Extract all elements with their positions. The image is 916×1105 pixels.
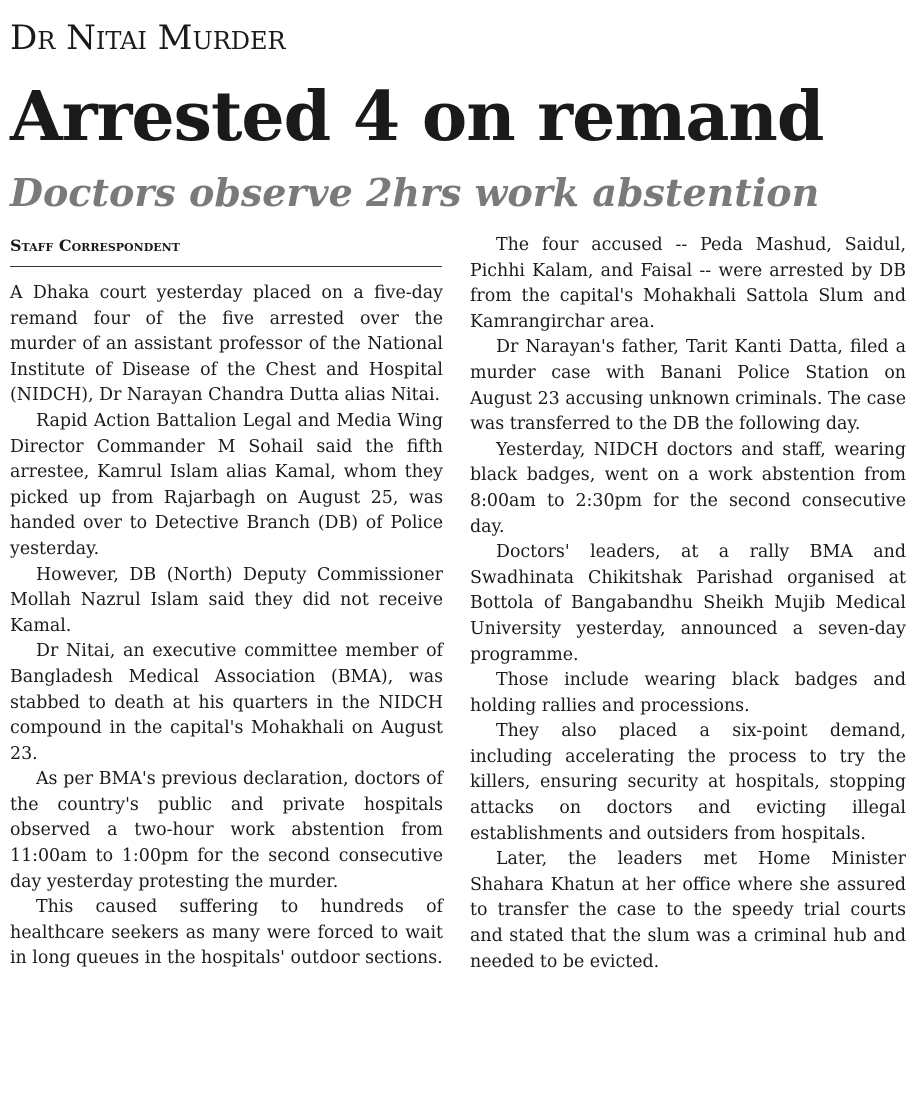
paragraph: Doctors' leaders, at a rally BMA and Swadhinata Chikitshak Parishad organised at Bottola of Bangabandhu Sheikh Mujib Medical University yesterday, announced a seven-day programme.	[470, 542, 906, 665]
paragraph: However, DB (North) Deputy Commissioner Mollah Nazrul Islam said they did not receive Kamal.	[10, 564, 443, 636]
paragraph: Dr Narayan's father, Tarit Kanti Datta, filed a murder case with Banani Police Station on August 23 accusing unknown criminals. The case was transferred to the DB the following day.	[470, 337, 906, 435]
paragraph: Dr Nitai, an executive committee member of Bangladesh Medical Association (BMA), was stabbed to death at his quarters in the NIDCH compound in the capital's Mohakhali on August 23.	[10, 641, 443, 764]
paragraph: Rapid Action Battalion Legal and Media Wing Director Commander M Sohail said the fifth arrestee, Kamrul Islam alias Kamal, whom they picked up from Rajarbagh on August 25, was handed over to Detective Branch (DB) of Police yesterday.	[10, 410, 443, 559]
paragraph: Later, the leaders met Home Minister Shahara Khatun at her office where she assured to transfer the case to the speedy trial courts and stated that the slum was a criminal hub and needed to be evicted.	[470, 849, 906, 972]
paragraph: This caused suffering to hundreds of healthcare seekers as many were forced to wait in long queues in the hospitals' outdoor sections.	[10, 897, 443, 969]
article-subheadline: Doctors observe 2hrs work abstention	[10, 170, 820, 215]
article-headline: Arrested 4 on remand	[10, 77, 824, 157]
right-column	[470, 233, 906, 975]
paragraph: They also placed a six-point demand, including accelerating the process to try the killers, ensuring security at hospitals, stopping attacks on doctors and evicting illegal establishments and outsiders from hospitals.	[470, 721, 906, 844]
paragraph: A Dhaka court yesterday placed on a five-day remand four of the five arrested over the murder of an assistant professor of the National Institute of Disease of the Chest and Hospital (NIDCH), Dr Narayan Chandra Dutta alias Nitai.	[10, 283, 443, 406]
paragraph: As per BMA's previous declaration, doctors of the country's public and private hospitals observed a two-hour work abstention from 11:00am to 1:00pm for the second consecutive day yesterday protesting the murder.	[10, 769, 443, 892]
paragraph: The four accused -- Peda Mashud, Saidul, Pichhi Kalam, and Faisal -- were arrested by DB from the capital's Mohakhali Sattola Slum and Kamrangirchar area.	[470, 235, 906, 332]
article-kicker: Dr Nitai Murder	[10, 18, 286, 58]
article-byline: Staff Correspondent	[10, 236, 180, 255]
byline-divider	[10, 266, 442, 267]
paragraph: Yesterday, NIDCH doctors and staff, wearing black badges, went on a work abstention from 8:00am to 2:30pm for the second consecutive day.	[470, 439, 906, 537]
paragraph: Those include wearing black badges and holding rallies and processions.	[470, 670, 906, 716]
left-column	[10, 281, 443, 972]
